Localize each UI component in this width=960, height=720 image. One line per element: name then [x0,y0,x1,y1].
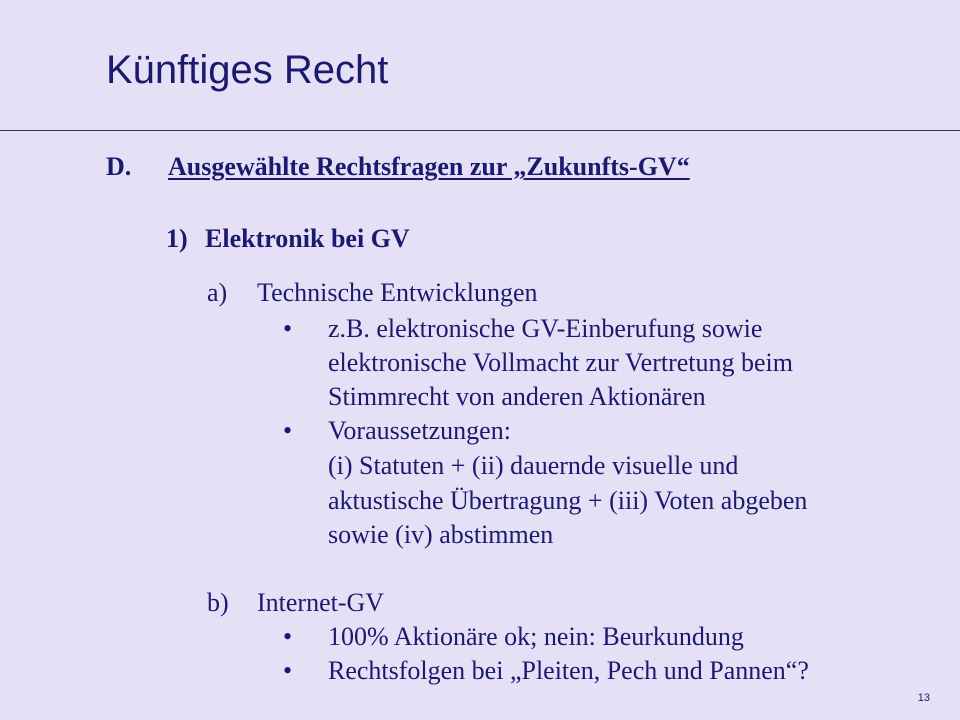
part-b-heading: Internet-GV [257,588,385,617]
bullet-b1-text: 100% Aktionäre ok; nein: Beurkundung [328,622,744,651]
subsection-marker: 1) [166,224,188,253]
bullet-symbol: • [283,656,293,685]
section-heading-text: Ausgewählte Rechtsfragen zur „Zukunfts-GV“ [168,152,690,181]
section-heading [168,152,690,182]
slide-title: Künftiges Recht [106,48,389,92]
bullet-a1-line-1: z.B. elektronische GV-Einberufung sowie [328,314,763,343]
bullet-symbol: • [283,622,293,651]
part-a-heading: Technische Entwicklungen [257,278,538,307]
bullet-a1-line-2: elektronische Vollmacht zur Vertretung beim [328,348,793,377]
bullet-a2-line-3: aktustische Übertragung + (iii) Voten abgeben [328,486,808,515]
subsection-heading: Elektronik bei GV [205,224,410,253]
bullet-a2-line-1: Voraussetzungen: [328,416,511,445]
bullet-symbol: • [283,416,293,445]
bullet-a1-line-3: Stimmrecht von anderen Aktionären [328,382,706,411]
bullet-symbol: • [283,314,293,343]
bullet-b2-text: Rechtsfolgen bei „Pleiten, Pech und Pannen“? [328,656,809,685]
bullet-a2-line-4: sowie (iv) abstimmen [328,520,554,549]
part-b-marker: b) [207,588,229,617]
bullet-a2-line-2: (i) Statuten + (ii) dauernde visuelle und [328,451,739,480]
section-marker: D. [106,152,132,181]
title-divider [0,130,960,131]
page-number: 13 [917,692,930,704]
part-a-marker: a) [207,278,228,307]
